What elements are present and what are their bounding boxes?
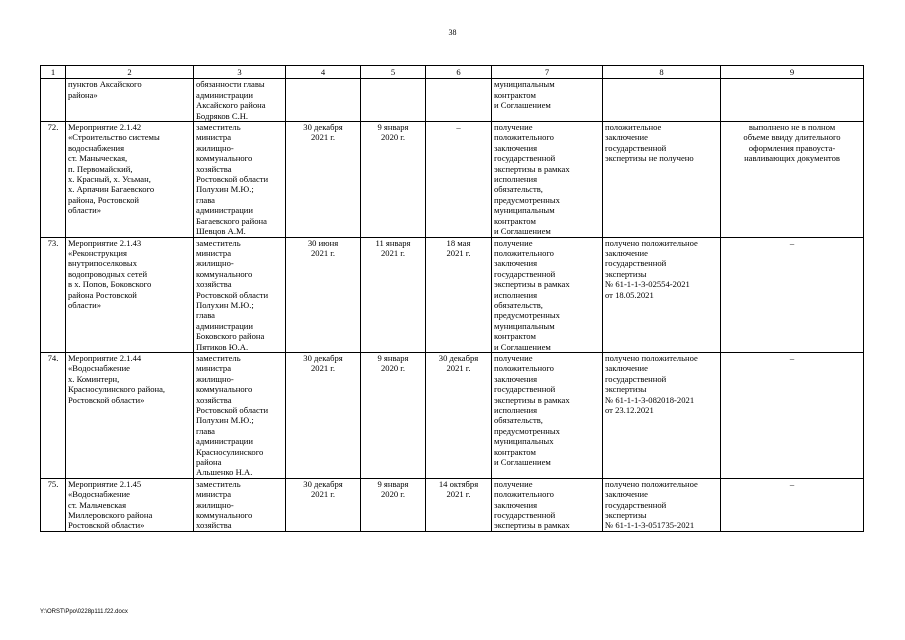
achieved-result-cell: [603, 122, 721, 237]
actual-date-cell: [426, 352, 492, 478]
event-cell: [66, 79, 194, 122]
cell-line: Миллеровского района: [68, 510, 153, 521]
cell-line: навливающих документов: [744, 153, 840, 164]
cell-line: получено положительное: [605, 352, 698, 363]
cell-line: и Соглашением: [494, 341, 551, 352]
cell-line: х. Красный, х. Усьман,: [68, 174, 151, 185]
cell-line: жилищно-: [196, 258, 234, 269]
cell-line: от 18.05.2021: [605, 289, 654, 300]
cell-line: Бодряков С.Н.: [196, 110, 249, 121]
responsible-cell: [194, 237, 286, 352]
cell-line: Мероприятие 2.1.44: [68, 352, 142, 363]
column-header: 2: [66, 66, 194, 79]
cell-line: Полухин М.Ю.;: [196, 184, 254, 195]
problems-cell: [721, 352, 864, 478]
cell-line: 30 июня: [307, 237, 339, 248]
cell-line: экспертизы в рамках: [494, 394, 570, 405]
cell-line: Боковского района: [196, 331, 265, 342]
cell-line: 2021 г.: [310, 247, 336, 258]
planned-date-cell: [286, 478, 361, 531]
column-header: 6: [426, 66, 492, 79]
table-row: [41, 122, 864, 237]
cell-line: получение: [494, 478, 533, 489]
cell-line: в х. Попов, Боковского: [68, 279, 152, 290]
cell-line: жилищно-: [196, 142, 234, 153]
cell-line: Пятиков Ю.А.: [196, 341, 249, 352]
table-row: [41, 237, 864, 352]
start-date-cell: [361, 79, 426, 122]
responsible-cell: [194, 122, 286, 237]
cell-line: контрактом: [494, 331, 536, 342]
event-cell: [66, 237, 194, 352]
cell-line: министра: [196, 489, 232, 500]
cell-line: экспертизы не получено: [605, 153, 694, 164]
cell-line: –: [789, 352, 795, 363]
responsible-cell: [194, 478, 286, 531]
cell-line: хозяйства: [196, 394, 232, 405]
cell-line: Мероприятие 2.1.45: [68, 478, 142, 489]
row-number: 72.: [41, 122, 66, 237]
cell-line: п. Первомайский,: [68, 163, 133, 174]
cell-line: 2021 г.: [446, 247, 471, 258]
problems-cell: [721, 237, 864, 352]
cell-line: области»: [68, 299, 102, 310]
cell-line: государственной: [605, 258, 667, 269]
cell-line: Ростовской области: [196, 405, 269, 415]
cell-line: муниципальным: [494, 79, 555, 90]
cell-line: получено положительное: [605, 478, 698, 489]
cell-line: экспертизы в рамках: [494, 279, 570, 290]
cell-line: министра: [196, 132, 232, 143]
cell-line: заместитель: [196, 478, 241, 489]
planned-date-cell: [286, 79, 361, 122]
cell-line: 11 января: [375, 237, 411, 248]
cell-line: муниципальным: [494, 205, 555, 216]
cell-line: 2021 г.: [380, 247, 406, 258]
cell-line: экспертизы: [605, 510, 647, 521]
problems-cell: [721, 122, 864, 237]
start-date-cell: [361, 237, 426, 352]
cell-line: жилищно-: [196, 373, 234, 384]
event-cell: [66, 478, 194, 531]
cell-line: и Соглашением: [494, 226, 551, 237]
cell-line: заместитель: [196, 352, 241, 363]
row-number: 74.: [41, 352, 66, 478]
cell-line: государственной: [494, 268, 556, 279]
cell-line: администрации: [196, 436, 254, 447]
cell-line: глава: [196, 425, 215, 436]
cell-line: государственной: [494, 153, 556, 164]
cell-line: глава: [196, 310, 215, 321]
planned-date-cell: [286, 122, 361, 237]
cell-line: 2021 г.: [310, 489, 336, 500]
expected-result-cell: [492, 478, 603, 531]
cell-line: заключение: [605, 489, 648, 500]
cell-line: положительного: [494, 363, 554, 374]
row-number: 75.: [41, 478, 66, 531]
column-header: 1: [41, 66, 66, 79]
cell-line: исполнения: [494, 174, 538, 185]
planned-date-cell: [286, 352, 361, 478]
cell-line: «Водоснабжение: [68, 363, 130, 374]
cell-line: 2021 г.: [310, 132, 336, 143]
cell-line: 30 декабря: [303, 478, 343, 489]
header-row: [41, 66, 864, 79]
cell-line: предусмотренных: [494, 425, 560, 436]
actual-date-cell: [426, 237, 492, 352]
cell-line: администрации: [196, 205, 254, 216]
cell-line: экспертизы: [605, 384, 647, 395]
cell-line: экспертизы в рамках: [494, 163, 570, 174]
cell-line: Ростовской области: [196, 289, 269, 300]
cell-line: «Строительство системы: [68, 132, 160, 143]
cell-line: коммунального: [196, 384, 253, 395]
column-header: 7: [492, 66, 603, 79]
cell-line: исполнения: [494, 289, 538, 300]
cell-line: ст. Маныческая,: [68, 153, 128, 164]
cell-line: –: [789, 478, 795, 489]
cell-line: хозяйства: [196, 520, 232, 531]
achieved-result-cell: [603, 79, 721, 122]
cell-line: ст. Мальчевская: [68, 499, 127, 510]
cell-line: обязательств,: [494, 184, 543, 195]
cell-line: 2021 г.: [446, 363, 471, 374]
cell-line: внутрипоселковых: [68, 258, 138, 269]
cell-line: Альшенко Н.А.: [196, 467, 253, 478]
cell-line: положительного: [494, 132, 554, 143]
cell-line: контрактом: [494, 215, 536, 226]
cell-line: Мероприятие 2.1.43: [68, 237, 142, 248]
responsible-cell: [194, 79, 286, 122]
cell-line: обязательств,: [494, 299, 543, 310]
cell-line: 30 декабря: [438, 352, 479, 363]
event-cell: [66, 352, 194, 478]
cell-line: Шевцов А.М.: [196, 226, 246, 237]
cell-line: области»: [68, 205, 102, 216]
cell-line: муниципальных: [494, 436, 554, 447]
cell-line: 30 декабря: [303, 352, 343, 363]
cell-line: объеме ввиду длительного: [743, 132, 841, 143]
page-number: 38: [448, 28, 457, 37]
cell-line: «Водоснабжение: [68, 489, 130, 500]
cell-line: контрактом: [494, 89, 536, 100]
cell-line: Полухин М.Ю.;: [196, 415, 254, 426]
cell-line: получение: [494, 122, 533, 133]
cell-line: 30 декабря: [303, 122, 343, 133]
cell-line: обязательств,: [494, 415, 543, 426]
cell-line: пунктов Аксайского: [68, 79, 142, 90]
achieved-result-cell: [603, 237, 721, 352]
column-header: 8: [603, 66, 721, 79]
cell-line: заключения: [494, 373, 538, 384]
achieved-result-cell: [603, 478, 721, 531]
cell-line: исполнения: [494, 405, 538, 415]
cell-line: № 61-1-1-3-082018-2021: [605, 394, 695, 405]
cell-line: Мероприятие 2.1.42: [68, 122, 142, 133]
start-date-cell: [361, 478, 426, 531]
cell-line: района: [196, 457, 222, 468]
cell-line: «Реконструкция: [68, 247, 127, 258]
cell-line: глава: [196, 194, 215, 205]
cell-line: оформления правоуста-: [748, 142, 836, 153]
column-header: 5: [361, 66, 426, 79]
cell-line: хозяйства: [196, 163, 232, 174]
cell-line: контрактом: [494, 446, 536, 457]
table-row: [41, 79, 864, 122]
cell-line: района»: [68, 89, 98, 100]
cell-line: муниципальным: [494, 320, 555, 331]
cell-line: обязанности главы: [196, 79, 265, 90]
cell-line: 2021 г.: [446, 489, 471, 500]
cell-line: экспертизы: [605, 268, 647, 279]
file-path-footer: Y:\ORST\Ppo\0228p111.f22.docx: [40, 609, 128, 615]
cell-line: министра: [196, 363, 232, 374]
cell-line: 2020 г.: [380, 489, 406, 500]
cell-line: заключение: [605, 363, 648, 374]
cell-line: Багаевского района: [196, 215, 267, 226]
cell-line: № 61-1-1-3-02554-2021: [605, 279, 690, 290]
actual-date-cell: [426, 79, 492, 122]
cell-line: 9 января: [377, 478, 409, 489]
cell-line: государственной: [605, 373, 667, 384]
cell-line: государственной: [494, 384, 556, 395]
cell-line: экспертизы в рамках: [494, 520, 570, 531]
actual-date-cell: [426, 122, 492, 237]
cell-line: Полухин М.Ю.;: [196, 299, 254, 310]
cell-line: Ростовской области: [196, 174, 269, 185]
cell-line: 2020 г.: [380, 132, 406, 143]
cell-line: положительного: [494, 247, 554, 258]
cell-line: получено положительное: [605, 237, 698, 248]
cell-line: и Соглашением: [494, 100, 551, 111]
event-cell: [66, 122, 194, 237]
column-header: 4: [286, 66, 361, 79]
cell-line: 9 января: [377, 122, 409, 133]
cell-line: заключение: [605, 132, 648, 143]
cell-line: водоснабжения: [68, 142, 125, 153]
cell-line: положительного: [494, 489, 554, 500]
expected-result-cell: [492, 122, 603, 237]
cell-line: –: [789, 237, 795, 248]
cell-line: заместитель: [196, 237, 241, 248]
cell-line: получение: [494, 352, 533, 363]
cell-line: № 61-1-1-3-051735-2021: [605, 520, 695, 531]
cell-line: заключение: [605, 247, 648, 258]
expected-result-cell: [492, 79, 603, 122]
cell-line: –: [456, 122, 461, 133]
planned-date-cell: [286, 237, 361, 352]
cell-line: администрации: [196, 89, 254, 100]
table-row: [41, 352, 864, 478]
cell-line: государственной: [494, 510, 556, 521]
cell-line: предусмотренных: [494, 194, 560, 205]
column-header: 9: [721, 66, 864, 79]
expected-result-cell: [492, 352, 603, 478]
column-header: 3: [194, 66, 286, 79]
problems-cell: [721, 478, 864, 531]
cell-line: Ростовской области»: [68, 394, 145, 405]
cell-line: хозяйства: [196, 279, 232, 290]
responsible-cell: [194, 352, 286, 478]
cell-line: государственной: [605, 499, 667, 510]
expected-result-cell: [492, 237, 603, 352]
cell-line: и Соглашением: [494, 457, 551, 468]
cell-line: х. Коминтерн,: [68, 373, 120, 384]
cell-line: заместитель: [196, 122, 241, 133]
cell-line: 2021 г.: [310, 363, 336, 374]
row-number: 73.: [41, 237, 66, 352]
cell-line: 18 мая: [446, 237, 471, 248]
cell-line: х. Арпачин Багаевского: [68, 184, 155, 195]
cell-line: 2020 г.: [380, 363, 406, 374]
cell-line: выполнено не в полном: [748, 122, 836, 133]
cell-line: от 23.12.2021: [605, 405, 654, 415]
start-date-cell: [361, 122, 426, 237]
table-row: [41, 478, 864, 531]
cell-line: Ростовской области»: [68, 520, 145, 531]
cell-line: Аксайского района: [196, 100, 266, 111]
cell-line: жилищно-: [196, 499, 234, 510]
cell-line: района Ростовской: [68, 289, 137, 300]
cell-line: водопроводных сетей: [68, 268, 148, 279]
achieved-result-cell: [603, 352, 721, 478]
cell-line: администрации: [196, 320, 254, 331]
cell-line: Красносулинского: [196, 446, 264, 457]
row-number: [41, 79, 66, 122]
cell-line: получение: [494, 237, 533, 248]
cell-line: коммунального: [196, 153, 253, 164]
actual-date-cell: [426, 478, 492, 531]
cell-line: положительное: [605, 122, 662, 133]
cell-line: коммунального: [196, 268, 253, 279]
cell-line: предусмотренных: [494, 310, 560, 321]
cell-line: заключения: [494, 499, 538, 510]
cell-line: района, Ростовской: [68, 194, 140, 205]
cell-line: государственной: [605, 142, 667, 153]
cell-line: Красносулинского района,: [68, 384, 166, 395]
problems-cell: [721, 79, 864, 122]
cell-line: коммунального: [196, 510, 253, 521]
cell-line: заключения: [494, 258, 538, 269]
cell-line: 9 января: [377, 352, 409, 363]
cell-line: заключения: [494, 142, 538, 153]
report-table: [40, 65, 864, 532]
start-date-cell: [361, 352, 426, 478]
cell-line: министра: [196, 247, 232, 258]
cell-line: 14 октября: [438, 478, 479, 489]
